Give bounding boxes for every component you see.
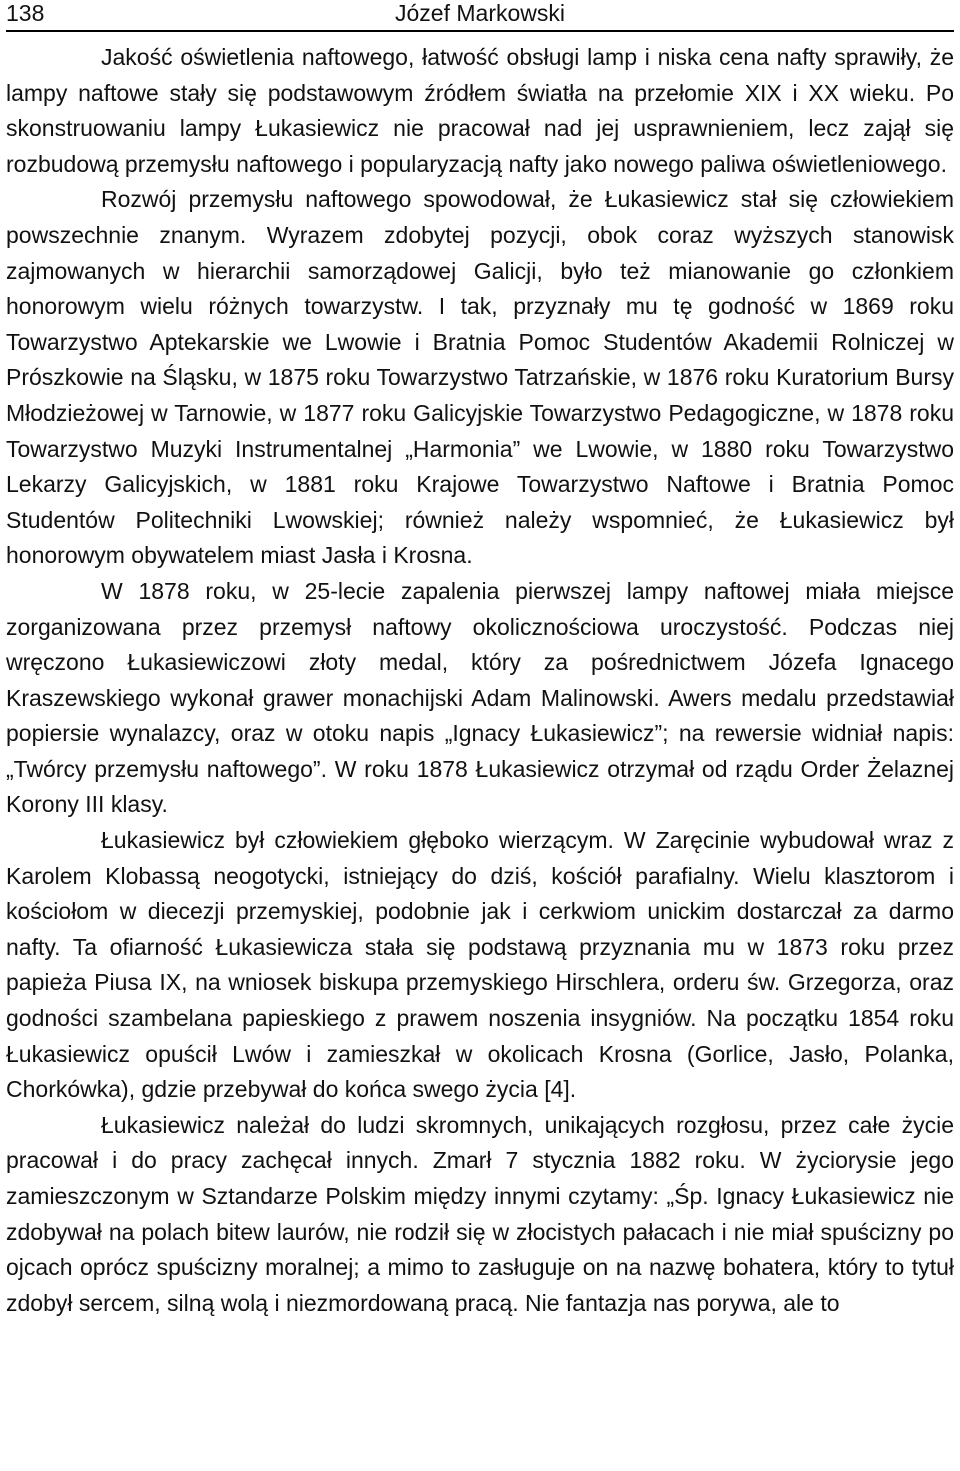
- running-title: Józef Markowski: [395, 0, 565, 26]
- paragraph-honors: Rozwój przemysłu naftowego spowodował, że Łukasiewicz stał się człowiekiem powszechnie znanym. Wyrazem zdobytej pozycji, obok coraz wyższych stanowisk zajmowanych w hierarchii samorządowej Galicji, było też mianowanie go członkiem honorowym wielu różnych towarzystw. I tak, przyznały mu tę godność w 1869 roku Towarzystwo Aptekarskie we Lwowie i Bratnia Pomoc Studentów Akademii Rolniczej w Prószkowie na Śląsku, w 1875 roku Towarzystwo Tatrzańskie, w 1876 roku Kuratorium Bursy Młodzieżowej w Tarnowie, w 1877 roku Galicyjskie Towarzystwo Pedagogiczne, w 1878 roku Towarzystwo Muzyki Instrumentalnej „Harmonia” we Lwowie, w 1880 roku Towarzystwo Lekarzy Galicyjskich, w 1881 roku Krajowe Towarzystwo Naftowe i Bratnia Pomoc Studentów Politechniki Lwowskiej; również należy wspomnieć, że Łukasiewicz był honorowym obywatelem miast Jasła i Krosna.: [6, 186, 954, 569]
- body-text: [6, 40, 954, 1321]
- paragraph-lighting: Jakość oświetlenia naftowego, łatwość obsługi lamp i niska cena nafty sprawiły, że lampy naftowe stały się podstawowym źródłem światła na przełomie XIX i XX wieku. Po skonstruowaniu lampy Łukasiewicz nie pracował nad jej usprawnieniem, lecz zajął się rozbudową przemysłu naftowego i popularyzacją nafty jako nowego paliwa oświetleniowego.: [6, 44, 954, 177]
- paragraph-legacy: Łukasiewicz należał do ludzi skromnych, unikających rozgłosu, przez całe życie pracował i do pracy zachęcał innych. Zmarł 7 stycznia 1882 roku. W życiorysie jego zamieszczonym w Sztandarze Polskim między innymi czytamy: „Śp. Ignacy Łukasiewicz nie zdobywał na polach bitew laurów, nie rodził się w złocistych pałacach i nie miał spuścizny po ojcach oprócz spuścizny moralnej; a mimo to zasługuje on na nazwę bohatera, który to tytuł zdobył sercem, silną wolą i niezmordowaną pracą. Nie fantazja nas porywa, ale to: [6, 1111, 954, 1316]
- paragraph-faith: Łukasiewicz był człowiekiem głęboko wierzącym. W Zaręcinie wybudował wraz z Karolem Klobassą neogotycki, istniejący do dziś, kościół parafialny. Wielu klasztorom i kościołom w diecezji przemyskiej, podobnie jak i cerkwiom unickim dostarczał za darmo nafty. Ta ofiarność Łukasiewicza stała się podstawą przyznania mu w 1873 roku przez papieża Piusa IX, na wniosek biskupa przemyskiego Hirschlera, orderu św. Grzegorza, oraz godności szambelana papieskiego z prawem noszenia insygniów. Na początku 1854 roku Łukasiewicz opuścił Lwów i zamieszkał w okolicach Krosna (Gorlice, Jasło, Polanka, Chorkówka), gdzie przebywał do końca swego życia [4].: [6, 827, 954, 1103]
- paragraph-medal: W 1878 roku, w 25-lecie zapalenia pierwszej lampy naftowej miała miejsce zorganizowana przez przemysł naftowy okolicznościowa uroczystość. Podczas niej wręczono Łukasiewiczowi złoty medal, który za pośrednictwem Józefa Ignacego Kraszewskiego wykonał grawer monachijski Adam Malinowski. Awers medalu przedstawiał popiersie wynalazcy, oraz w otoku napis „Ignacy Łukasiewicz”; na rewersie widniał napis: „Twórcy przemysłu naftowego”. W roku 1878 Łukasiewicz otrzymał od rządu Order Żelaznej Korony III klasy.: [6, 577, 954, 818]
- page-number: 138: [6, 0, 45, 26]
- page-header: [6, 0, 954, 32]
